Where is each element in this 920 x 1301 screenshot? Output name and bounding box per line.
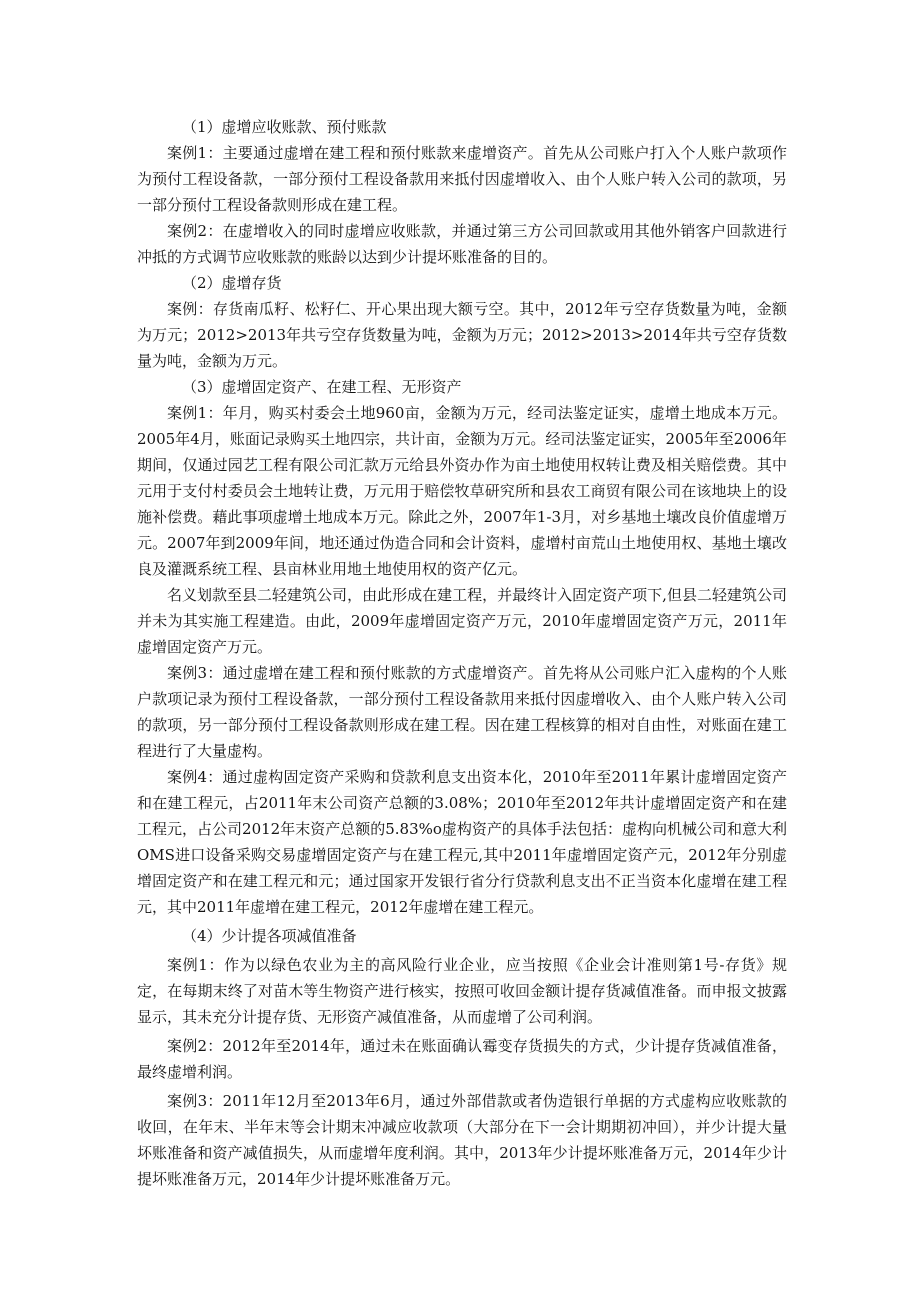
paragraph-3-3: 案例3：通过虚增在建工程和预付账款的方式虚增资产。首先将从公司账户汇入虚构的个人账户款项记录为预付工程设备款，一部分预付工程设备款用来抵付因虚增收入、由个人账户转入公司的款项，另一部分预付工程设备款则形成在建工程。因在建工程核算的相对自由性，对账面在建工程进行了大量虚构。: [137, 664, 787, 760]
paragraph-1-2: 案例2：在虚增收入的同时虚增应收账款，并通过第三方公司回款或用其他外销客户回款进行冲抵的方式调节应收账款的账龄以达到少计提坏账准备的目的。: [137, 222, 787, 266]
section-heading-2: （2）虚增存货: [182, 274, 282, 292]
paragraph-3-1: 案例1：年月，购买村委会土地960亩，金额为万元，经司法鉴定证实，虚增土地成本万元。2005年4月，账面记录购买土地四宗，共计亩，金额为万元。经司法鉴定证实，2005年至2006年期间，仅通过园艺工程有限公司汇款万元给县外资办作为亩土地使用权转让费及相关赔偿费。其中元用于支付村委员会土地转让费，万元用于赔偿牧草研究所和县农工商贸有限公司在该地块上的设施补偿费。藉此事项虚增土地成本万元。除此之外，2007年1-3月，对乡基地土壤改良价值虚增万元。2007年到2009年间，地还通过伪造合同和会计资料，虚增村亩荒山土地使用权、基地土壤改良及灌溉系统工程、县亩林业用地土地使用权的资产亿元。: [137, 404, 787, 578]
paragraph-2-1: 案例：存货南瓜籽、松籽仁、开心果出现大额亏空。其中，2012年亏空存货数量为吨，金额为万元；2012>2013年共亏空存货数量为吨，金额为万元；2012>2013>2014年共亏空存货数量为吨，金额为万元。: [137, 300, 787, 370]
section-heading-3: （3）虚增固定资产、在建工程、无形资产: [182, 378, 462, 396]
paragraph-1-1: 案例1：主要通过虚增在建工程和预付账款来虚增资产。首先从公司账户打入个人账户款项作为预付工程设备款，一部分预付工程设备款用来抵付因虚增收入、由个人账户转入公司的款项，另一部分预付工程设备款则形成在建工程。: [137, 144, 787, 214]
paragraph-4-1: 案例1：作为以绿色农业为主的高风险行业企业，应当按照《企业会计准则第1号-存货》规定，在每期末终了对苗木等生物资产进行核实，按照可收回金额计提存货减值准备。而申报文披露显示，其未充分计提存货、无形资产减值准备，从而虚增了公司利润。: [137, 956, 787, 1026]
paragraph-4-2: 案例2：2012年至2014年，通过未在账面确认霉变存货损失的方式，少计提存货减值准备，最终虚增利润。: [137, 1037, 787, 1081]
paragraph-3-2: 名义划款至县二轻建筑公司，由此形成在建工程，并最终计入固定资产项下,但县二轻建筑公司并未为其实施工程建造。由此，2009年虚增固定资产万元，2010年虚增固定资产万元，2011年虚增固定资产万元。: [137, 586, 787, 656]
section-heading-4: （4）少计提各项减值准备: [182, 927, 357, 945]
paragraph-3-4: 案例4：通过虚构固定资产采购和贷款利息支出资本化，2010年至2011年累计虚增固定资产和在建工程元，占2011年末公司资产总额的3.08%；2010年至2012年共计虚增固定资产和在建工程元，占公司2012年末资产总额的5.83%o虚构资产的具体手法包括：虚构向机械公司和意大利OMS进口设备采购交易虚增固定资产与在建工程元,其中2011年虚增固定资产元，2012年分别虚增固定资产和在建工程元和元；通过国家开发银行省分行贷款利息支出不正当资本化虚增在建工程元，其中2011年虚增在建工程元，2012年虚增在建工程元。: [137, 768, 787, 916]
document-page: [137, 114, 787, 1192]
paragraph-4-3: 案例3：2011年12月至2013年6月，通过外部借款或者伪造银行单据的方式虚构应收账款的收回，在年末、半年末等会计期末冲减应收款项（大部分在下一会计期期初冲回），并少计提大量坏账准备和资产减值损失，从而虚增年度利润。其中，2013年少计提坏账准备万元，2014年少计提坏账准备万元，2014年少计提坏账准备万元。: [137, 1092, 787, 1188]
section-heading-1: （1）虚增应收账款、预付账款: [182, 118, 387, 136]
